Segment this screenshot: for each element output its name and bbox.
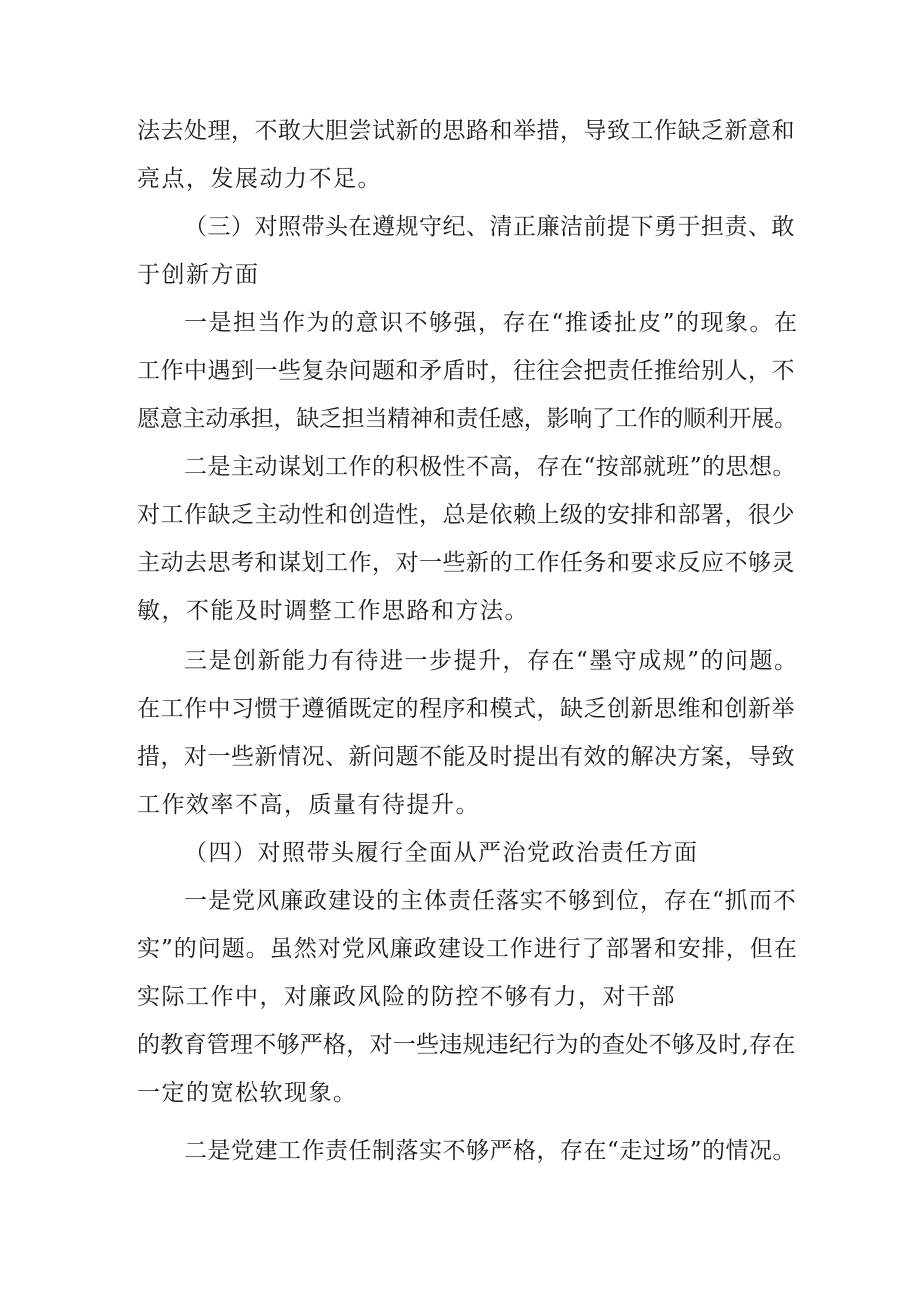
- section-heading: （四）对照带头履行全面从严治党政治责任方面: [184, 840, 699, 866]
- text-line: 一是党风廉政建设的主体责任落实不够到位，存在“抓而不: [184, 888, 797, 914]
- text-line: 的教育管理不够严格，对一些违规违纪行为的查处不够及时,存在: [137, 1032, 796, 1058]
- text-line: 实”的问题。虽然对党风廉政建设工作进行了部署和安排，但在: [137, 936, 798, 962]
- text-line: 三是创新能力有待进一步提升，存在“墨守成规”的问题。: [184, 648, 799, 674]
- text-line: 实际工作中，对廉政风险的防控不够有力，对干部: [137, 984, 676, 1010]
- text-line: 工作中遇到一些复杂问题和矛盾时，往往会把责任推给别人，不: [137, 358, 795, 384]
- text-line: 措，对一些新情况、新问题不能及时提出有效的解决方案，导致: [137, 744, 795, 770]
- text-line: 主动去思考和谋划工作，对一些新的工作任务和要求反应不够灵: [137, 550, 795, 576]
- text-line: 二是主动谋划工作的积极性不高，存在“按部就班”的思想。: [184, 454, 797, 480]
- text-line: 对工作缺乏主动性和创造性，总是依赖上级的安排和部署，很少: [137, 502, 795, 528]
- text-line: 愿意主动承担，缺乏担当精神和责任感，影响了工作的顺利开展。: [137, 406, 797, 432]
- text-line: 二是党建工作责任制落实不够严格，存在“走过场”的情况。: [184, 1138, 797, 1164]
- text-line: 一是担当作为的意识不够强，存在“推诿扯皮”的现象。在: [184, 310, 799, 336]
- text-line: 工作效率不高，质量有待提升。: [137, 792, 480, 818]
- text-line: 法去处理，不敢大胆尝试新的思路和举措，导致工作缺乏新意和: [137, 118, 795, 144]
- text-line: 在工作中习惯于遵循既定的程序和模式，缺乏创新思维和创新举: [137, 696, 795, 722]
- text-line: 亮点，发展动力不足。: [137, 166, 382, 192]
- section-heading: （三）对照带头在遵规守纪、清正廉洁前提下勇于担责、敢: [184, 214, 795, 240]
- section-heading: 于创新方面: [137, 262, 260, 288]
- text-line: 一定的宽松软现象。: [137, 1080, 358, 1106]
- text-line: 敏，不能及时调整工作思路和方法。: [137, 598, 529, 624]
